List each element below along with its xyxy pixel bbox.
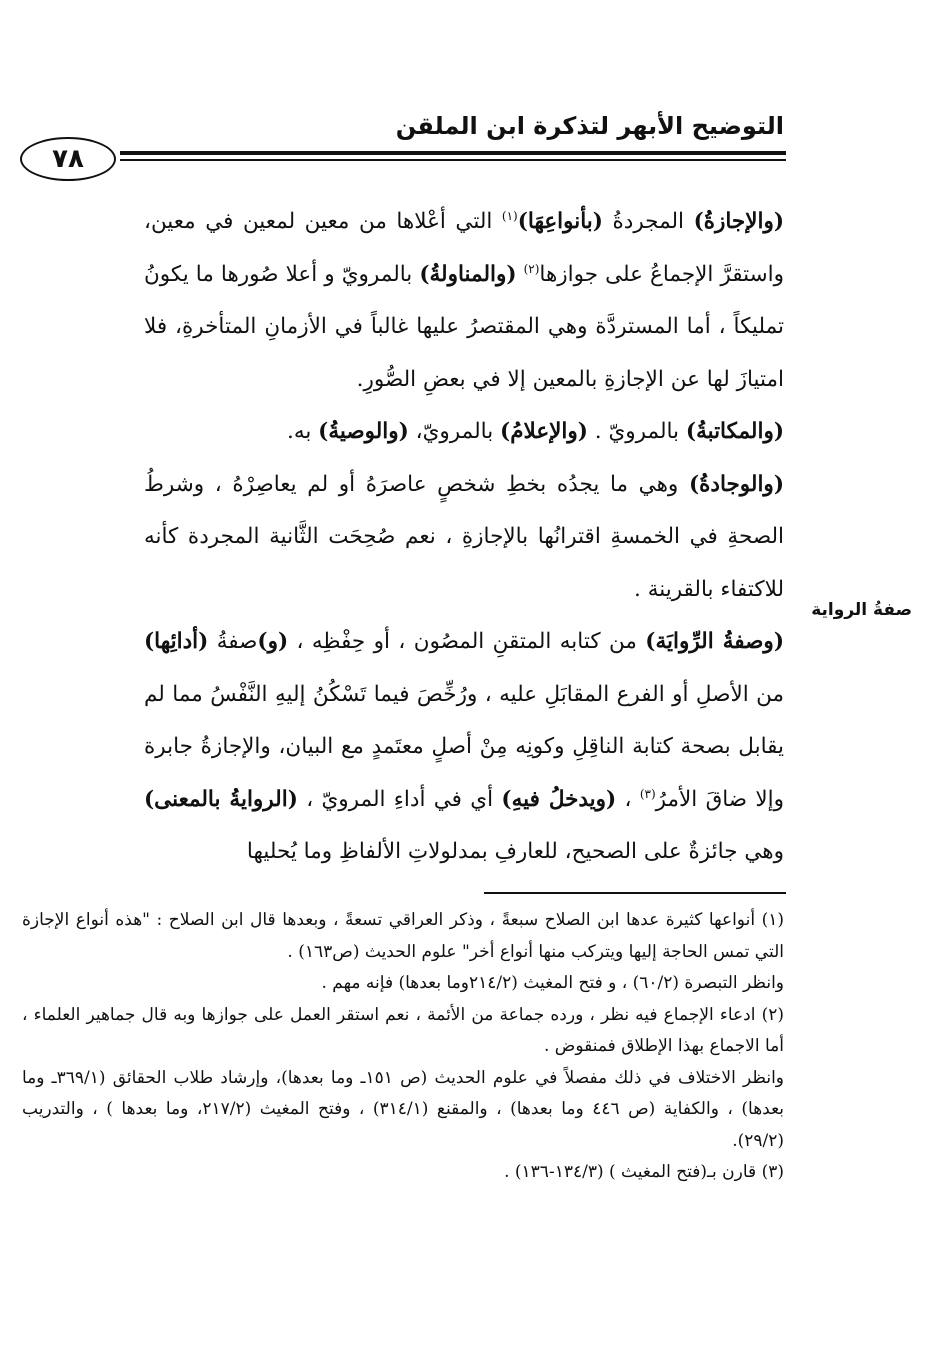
footnote-ref-3[interactable]: (٣) xyxy=(639,786,656,801)
term-ilam: (والإعلامُ) xyxy=(500,419,588,444)
text-run: التي أعْلاها من معين لمعين في معين، واستقرَّ الإجماعُ على جوازها xyxy=(144,209,784,287)
text-run: وهي جائزةٌ على الصحيح، للعارفِ بمدلولاتِ الألفاظِ وما يُحليها xyxy=(246,839,784,864)
term-munawala: (والمناولةُ) xyxy=(419,261,517,287)
term-riwaya-bilmana: (الروايةُ بالمعنى) xyxy=(144,786,298,812)
margin-note: صفةُ الرواية xyxy=(811,600,912,620)
text-run: صفةُ xyxy=(208,629,258,654)
footnote-1-continuation: وانظر التبصرة (٦٠/٢) ، و فتح المغيث (٢١٤/٢وما بعدها) فإنه مهم . xyxy=(321,973,784,993)
term-anwaiha: (بأنواعِهَا) xyxy=(517,209,603,234)
text-run: المجردةُ xyxy=(602,209,694,234)
paragraph-wijada xyxy=(144,459,784,617)
text-run: من كتابه المتقنِ المصُون ، أو حِفْظِه ، xyxy=(288,629,646,654)
text-run: بالمرويّ، xyxy=(408,419,501,444)
text-run: أي في أداءِ المرويّ ، xyxy=(297,786,502,812)
text-run: بالمرويّ . xyxy=(587,419,686,444)
header-rule-thick xyxy=(120,151,786,155)
text-run: ، xyxy=(616,786,640,812)
footnote-ref-2[interactable]: (٢) xyxy=(523,261,540,276)
paragraph-mukataba xyxy=(144,406,784,459)
footnote-ref-1[interactable]: (١) xyxy=(501,208,518,223)
book-title: التوضيح الأبهر لتذكرة ابن الملقن xyxy=(395,112,784,140)
text-run xyxy=(517,262,524,287)
paragraph-sifat-riwaya xyxy=(144,616,784,879)
term-sifat-riwaya: (وصفةُ الرِّوايَة) xyxy=(645,629,784,654)
term-wasiyya: (والوصيةُ) xyxy=(318,419,409,444)
term-ijaza: (والإجازةُ) xyxy=(693,209,785,234)
term-mukataba: (والمكاتبةُ) xyxy=(685,419,784,444)
term-wa: (و) xyxy=(257,629,289,654)
paragraph-ijaza xyxy=(144,196,784,406)
footnote-1: (١) أنواعها كثيرة عدها ابن الصلاح سبعةً ، وذكر العراقي تسعةً ، وبعدها قال ابن الصلاح : "هذه أنواع الإجازة التي تمس الحاجة إليها ويتركب منها أنواع أخر" علوم الحديث (ص١٦٣) . xyxy=(22,910,784,962)
footnote-2-continuation: وانظر الاختلاف في ذلك مفصلاً في علوم الحديث (ص ١٥١ـ وما بعدها)، وإرشاد طلاب الحقائق (٣٦٩/١ـ وما بعدها) ، والكفاية (ص ٤٤٦ وما بعدها) ، والمقنع (٣١٤/١) ، وفتح المغيث (٢١٧/٢، وما بعدها ) ، والتدريب (٢٩/٢). xyxy=(22,1067,785,1151)
term-wijada: (والوجادةُ) xyxy=(688,471,784,497)
page-number: ٧٨ xyxy=(20,137,116,181)
text-run: بالمرويّ و أعلا صُورها ما يكونُ تمليكاً ، أما المستردَّة وهي المقتصرُ عليها غالباً في الأزمانِ المتأخرةِ، فلا امتيازَ لها عن الإجازةِ بالمعين إلا في بعضِ الصُّورِ. xyxy=(144,261,784,392)
footnote-3: (٣) قارن بـ(فتح المغيث ) (١٣٤/٣-١٣٦) . xyxy=(504,1162,784,1182)
text-run: من الأصلِ أو الفرع المقابَلِ عليه ، ورُخِّصَ فيما تَسْكُنُ إليهِ النَّفْسُ مما لم يقابل بصحة كتابة الناقِلِ وكونِه مِنْ أصلٍ معتَمدٍ مع البيان، والإجازةُ جابرة وإلا ضاقَ الأمرُ xyxy=(144,681,784,812)
footnotes xyxy=(22,905,784,1189)
text-run: به. xyxy=(286,419,319,444)
footnote-2: (٢) ادعاء الإجماع فيه نظر ، ورده جماعة من الأئمة ، نعم استقر العمل على جوازها وبه قال جماهير العلماء ، أما الاجماع بهذا الإطلاق فمنقوض . xyxy=(22,1004,784,1056)
footnote-divider xyxy=(484,892,786,894)
text-run: وهي ما يجدُه بخطِ شخصٍ عاصرَهُ أو لم يعاصِرْهُ ، وشرطُ الصحةِ في الخمسةِ اقترانُها بالإجازةِ ، نعم صُحِحَت الثَّانية المجردة كأنه للاكتفاء بالقرينة . xyxy=(144,471,784,602)
header-rule-thin xyxy=(120,159,786,161)
term-adaiha: (أدائِها) xyxy=(144,629,209,654)
main-text xyxy=(144,196,784,879)
term-yadkhul-fihi: (ويدخلُ فيهِ) xyxy=(501,786,617,812)
